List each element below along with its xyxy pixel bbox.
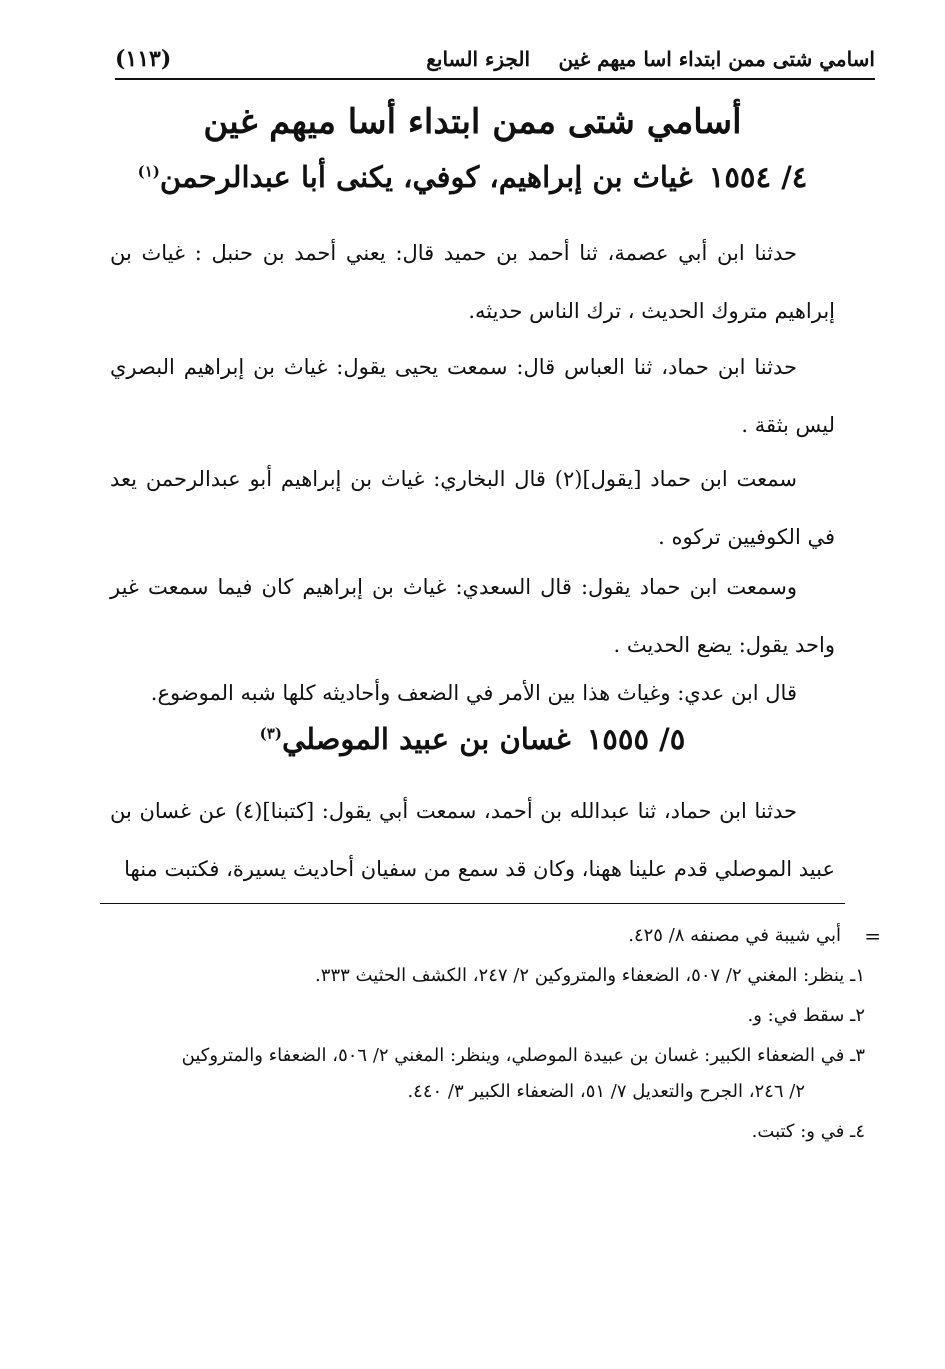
continuation-mark: =	[864, 924, 881, 948]
footnote-continuation	[110, 920, 881, 952]
footnote-text: ينظر: المغني ٢/ ٥٠٧، الضعفاء والمتروكين ٢/ ٢٤٧، الكشف الحثيث ٣٣٣.	[315, 965, 845, 986]
paragraph-text: وسمعت ابن حماد يقول: قال السعدي: غياث بن إبراهيم كان فيما سمعت غير واحد يقول: يضع الحديث .	[110, 575, 835, 657]
paragraph	[110, 664, 835, 722]
paragraph	[110, 450, 835, 566]
footnote-ref: (٣)	[259, 724, 282, 743]
header-volume: الجزء السابع	[426, 47, 530, 71]
entry-number: ٤/ ١٥٥٤	[708, 160, 808, 194]
footnote-continuation-line	[110, 1076, 805, 1108]
page-number: (١١٣)	[115, 46, 172, 72]
footnotes	[110, 920, 881, 1148]
entry-heading	[90, 722, 855, 756]
paragraph-text: قال ابن عدي: وغياث هذا بين الأمر في الضعف وأحاديثه كلها شبه الموضوع.	[150, 681, 797, 705]
footnote-text: سقط في: و.	[747, 1005, 845, 1026]
footnote	[110, 1000, 865, 1032]
footnote	[110, 1116, 865, 1148]
footnote-divider	[100, 903, 845, 904]
paragraph	[110, 782, 835, 898]
footnote-text: في الضعفاء الكبير: غسان بن عبيدة الموصلي، وينظر: المغني ٢/ ٥٠٦، الضعفاء والمتروكين	[181, 1045, 845, 1066]
entry-name: غياث بن إبراهيم، كوفي، يكنى أبا عبدالرحمن	[159, 160, 693, 194]
paragraph-text: حدثنا ابن أبي عصمة، ثنا أحمد بن حميد قال: يعني أحمد بن حنبل : غياث بن إبراهيم متروك الحديث ، ترك الناس حديثه.	[110, 241, 835, 323]
paragraph-text: حدثنا ابن حماد، ثنا العباس قال: سمعت يحيى يقول: غياث بن إبراهيم البصري ليس بثقة .	[110, 355, 835, 437]
paragraph	[110, 558, 835, 674]
footnote-number: ٣ـ	[850, 1045, 865, 1066]
footnote	[110, 960, 865, 992]
running-header	[115, 40, 875, 80]
paragraph-text: سمعت ابن حماد [يقول](٢) قال البخاري: غياث بن إبراهيم أبو عبدالرحمن يعد في الكوفيين تركوه .	[110, 467, 835, 549]
footnote-text: ٢/ ٢٤٦، الجرح والتعديل ٧/ ٥١، الضعفاء الكبير ٣/ ٤٤٠.	[407, 1081, 805, 1102]
chapter-title: أسامي شتى ممن ابتداء أسا ميهم غين	[203, 102, 742, 142]
footnote-number: ٢ـ	[850, 1005, 865, 1026]
footnote-text: في و: كتبت.	[751, 1121, 845, 1142]
footnote-text: أبي شيبة في مصنفه ٨/ ٤٢٥.	[628, 925, 841, 946]
entry-heading	[90, 160, 855, 194]
footnote-ref: (١)	[137, 162, 160, 181]
footnote-number: ٤ـ	[850, 1121, 865, 1142]
paragraph	[110, 224, 835, 340]
paragraph-text: حدثنا ابن حماد، ثنا عبدالله بن أحمد، سمعت أبي يقول: [كتبنا](٤) عن غسان بن عبيد الموصلي قدم علينا ههنا، وكان قد سمع من سفيان أحاديث يسيرة، فكتبت منها	[110, 799, 835, 881]
header-chapter-title: اسامي شتى ممن ابتداء اسا ميهم غين	[558, 47, 875, 71]
paragraph	[110, 338, 835, 454]
entry-name: غسان بن عبيد الموصلي	[281, 722, 571, 756]
entry-number: ٥/ ١٥٥٥	[586, 722, 686, 756]
footnote-number: ١ـ	[850, 965, 865, 986]
footnote	[110, 1040, 865, 1072]
